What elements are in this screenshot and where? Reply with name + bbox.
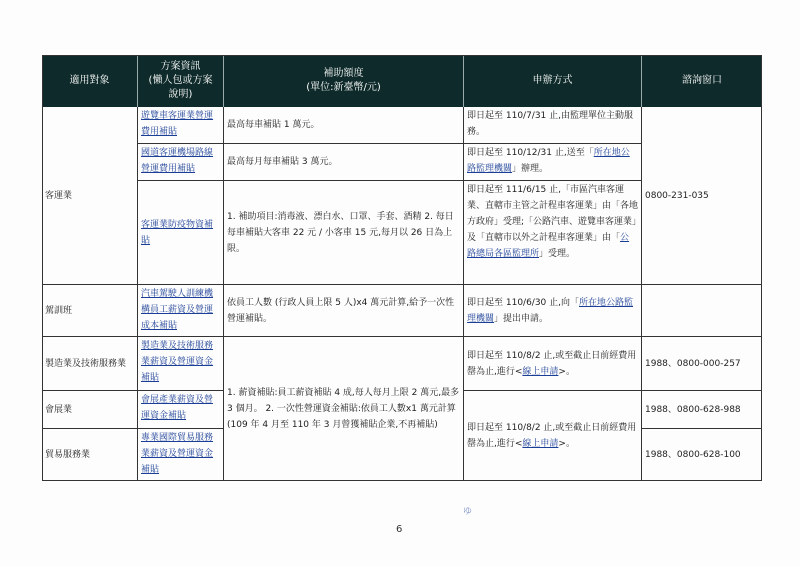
header-apply-text: 申辦方式 <box>532 75 573 86</box>
cell-contact-driving <box>642 285 762 337</box>
header-amount <box>224 55 464 107</box>
apply-epidemic-supplies-text-end: 」受理。 <box>539 249 576 259</box>
header-plan-line2: (懶人包或方案 <box>148 75 213 86</box>
amount-epidemic-supplies: 1. 補助項目:消毒液、漂白水、口罩、手套、酒精 2. 每日每車補貼大客車 22 元 / 小客車 15 元,每月以 26 日為上限。 <box>227 211 454 254</box>
contact-manufacturing: 1988、0800-000-257 <box>645 358 741 369</box>
contact-passenger: 0800-231-035 <box>645 190 709 201</box>
cell-apply-shared <box>464 391 642 481</box>
link-trade-subsidy[interactable]: 專業國際貿易服務業薪資及營運資金補貼 <box>141 433 214 475</box>
header-plan-line1: 方案資訊 <box>160 61 201 72</box>
link-regional-monitoring-offices[interactable]: 公路總局各區監理所 <box>467 233 630 259</box>
link-local-monitoring-office[interactable]: 所在地公路監理機關 <box>467 148 630 174</box>
apply-driving-text: 即日起至 110/6/30 止,向「 <box>467 297 580 308</box>
cell-target-exhibition <box>42 391 138 429</box>
cell-plan-airport-route[interactable] <box>138 144 224 181</box>
cell-target-passenger <box>42 107 138 285</box>
cell-amount-tour-bus <box>224 107 464 144</box>
link-airport-route-subsidy[interactable]: 國道客運機場路線營運費用補貼 <box>141 148 214 174</box>
page-number: 6 <box>396 524 403 535</box>
header-apply <box>464 55 642 107</box>
scan-mark: ゆ <box>463 507 473 517</box>
amount-tour-bus: 最高每車補貼 1 萬元。 <box>227 120 320 130</box>
link-driving-monitoring-office[interactable]: 所在地公路監理機關 <box>467 297 634 324</box>
cell-apply-epidemic-supplies <box>464 181 642 285</box>
link-exhibition-subsidy[interactable]: 會展產業薪資及營運資金補貼 <box>141 395 214 421</box>
contact-trade: 1988、0800-628-100 <box>645 450 741 460</box>
cell-contact-trade <box>642 429 762 481</box>
apply-manufacturing-text-end: >。 <box>558 366 575 377</box>
header-target-text: 適用對象 <box>69 75 110 86</box>
header-target <box>42 55 138 107</box>
subsidy-table <box>42 55 762 481</box>
amount-shared: 1. 薪資補貼:員工薪資補貼 4 成,每人每月上限 2 萬元,最多 3 個月。 2. 一次性營運資金補貼:依員工人數x1 萬元計算 (109 年 4 月至 110 年 3 月曾獲補貼企業,不再補貼) <box>227 388 460 430</box>
header-contact-text: 諮詢窗口 <box>682 75 722 86</box>
header-plan-line3: 說明) <box>168 89 193 100</box>
cell-plan-exhibition[interactable] <box>138 391 224 429</box>
header-contact <box>642 55 762 107</box>
apply-shared-text: 即日起至 110/8/2 止,或至截止日前經費用罄為止,進行< <box>467 423 637 449</box>
cell-apply-airport-route <box>464 144 642 181</box>
cell-contact-exhibition <box>642 391 762 429</box>
cell-amount-epidemic-supplies <box>224 181 464 285</box>
cell-contact-manufacturing <box>642 337 762 391</box>
cell-amount-shared <box>224 337 464 481</box>
cell-apply-driving <box>464 285 642 337</box>
link-epidemic-supplies-subsidy[interactable]: 客運業防疫物資補貼 <box>141 219 214 246</box>
link-driving-school-subsidy[interactable]: 汽車駕駛人訓練機構員工薪資及營運成本補貼 <box>141 289 214 331</box>
apply-epidemic-supplies-text: 即日起至 111/6/15 止,「市區汽車客運業、直轄市主管之計程車客運業」由「各地方政府」受理;「公路汽車、遊覽車客運業」及「直轄市以外之計程車客運業」由「 <box>467 185 639 243</box>
target-manufacturing: 製造業及技術服務業 <box>45 358 127 369</box>
apply-airport-route-text-end: 」辦理。 <box>512 164 549 174</box>
cell-amount-driving <box>224 285 464 337</box>
cell-plan-epidemic-supplies[interactable] <box>138 181 224 285</box>
header-plan <box>138 55 224 107</box>
apply-driving-text-end: 」提出申請。 <box>494 313 549 324</box>
target-passenger: 客運業 <box>45 190 73 201</box>
apply-shared-text-end: >。 <box>558 439 575 449</box>
cell-target-driving <box>42 285 138 337</box>
link-manufacturing-subsidy[interactable]: 製造業及技術服務業薪資及營運資金補貼 <box>141 341 214 383</box>
cell-contact-passenger <box>642 107 762 285</box>
apply-airport-route-text: 即日起至 110/12/31 止,送至「 <box>467 148 594 158</box>
apply-manufacturing-text: 即日起至 110/8/2 止,或至截止日前經費用罄為止,進行< <box>467 350 637 377</box>
cell-target-trade <box>42 429 138 481</box>
amount-driving: 依員工人數 (行政人員上限 5 人)x4 萬元計算,給予一次性營運補貼。 <box>227 297 455 324</box>
target-trade: 貿易服務業 <box>45 450 91 460</box>
cell-plan-manufacturing[interactable] <box>138 337 224 391</box>
target-exhibition: 會展業 <box>45 404 73 415</box>
header-amount-line2: (單位:新臺幣/元) <box>306 82 381 93</box>
apply-tour-bus: 即日起至 110/7/31 止,由監理單位主動服務。 <box>467 111 634 137</box>
header-amount-line1: 補助額度 <box>323 68 364 79</box>
link-online-application-shared[interactable]: 線上申請 <box>522 439 559 449</box>
amount-airport-route: 最高每月每車補貼 3 萬元。 <box>227 157 338 167</box>
target-driving: 駕訓班 <box>45 305 73 316</box>
cell-apply-manufacturing <box>464 337 642 391</box>
cell-plan-driving[interactable] <box>138 285 224 337</box>
cell-amount-airport-route <box>224 144 464 181</box>
contact-exhibition: 1988、0800-628-988 <box>645 404 741 415</box>
link-online-application-manufacturing[interactable]: 線上申請 <box>522 366 559 377</box>
cell-target-manufacturing <box>42 337 138 391</box>
cell-plan-tour-bus[interactable] <box>138 107 224 144</box>
cell-apply-tour-bus <box>464 107 642 144</box>
link-tour-bus-subsidy[interactable]: 遊覽車客運業營運費用補貼 <box>141 111 214 137</box>
cell-plan-trade[interactable] <box>138 429 224 481</box>
